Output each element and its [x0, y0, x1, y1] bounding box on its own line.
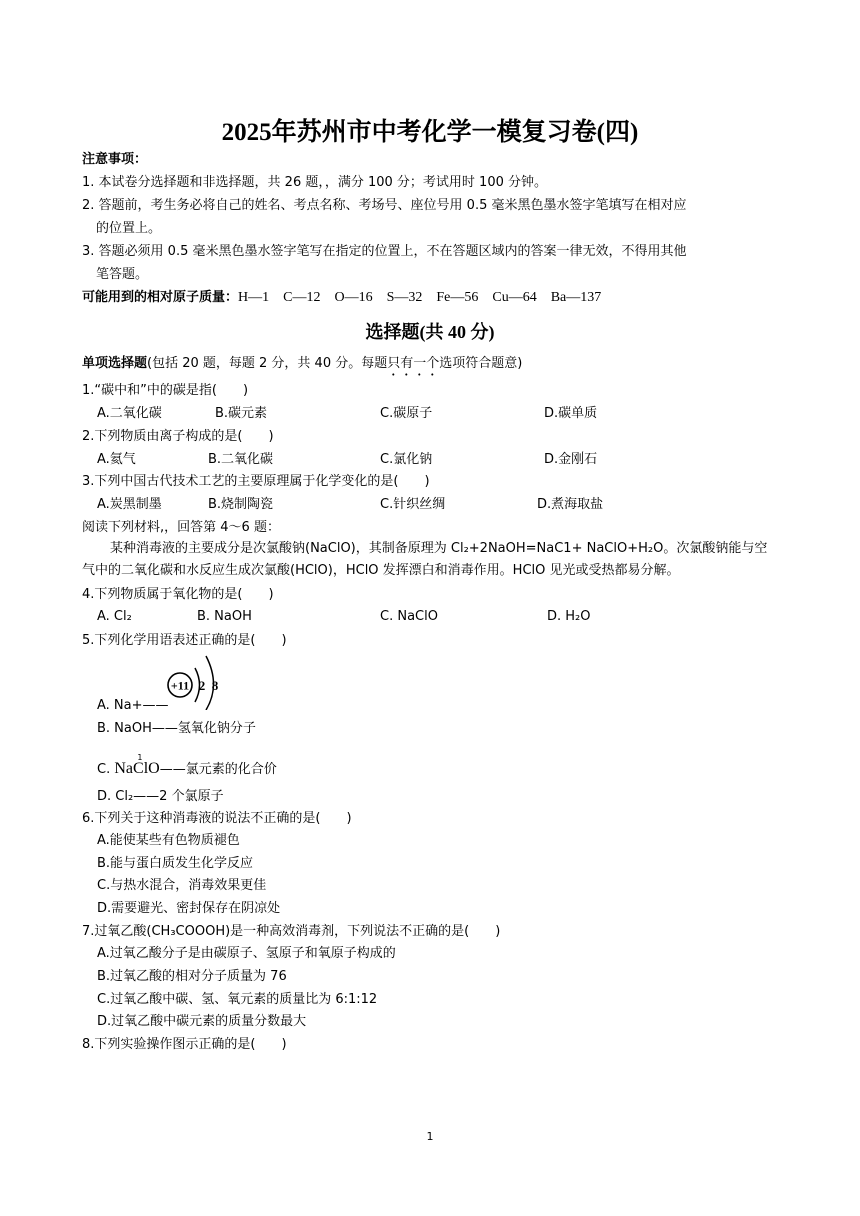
question-7-stem: 7.过氧乙酸(CH₃COOOH)是一种高效消毒剂，下列说法不正确的是( ): [82, 924, 501, 939]
question-6-option-c: C.与热水混合，消毒效果更佳: [97, 878, 267, 893]
question-4-stem: 4.下列物质属于氧化物的是( ): [82, 587, 274, 602]
page-title: 2025年苏州市中考化学一模复习卷(四): [221, 119, 639, 146]
question-2-option-d: D.金刚石: [544, 452, 598, 467]
question-7-option-b: B.过氧乙酸的相对分子质量为 76: [97, 969, 287, 984]
instruction-bold: 单项选择题: [82, 356, 148, 371]
hypochlorite-formula: NaClO: [114, 760, 160, 777]
question-3-option-b: B.烧制陶瓷: [208, 497, 274, 512]
question-3-option-a: A.炭黑制墨: [97, 497, 162, 512]
question-5-stem: 5.下列化学用语表述正确的是( ): [82, 633, 287, 648]
notice-heading: 注意事项：: [82, 152, 148, 167]
question-1-option-c: C.碳原子: [380, 406, 433, 421]
instruction-tail: 选项符合题意): [439, 356, 523, 371]
question-5-option-d: D. Cl₂——2 个氯原子: [97, 789, 224, 804]
question-7-option-c: C.过氧乙酸中碳、氢、氧元素的质量比为 6:1:12: [97, 992, 378, 1007]
sodium-atom-structure-diagram: [162, 652, 224, 710]
question-7-option-d: D.过氧乙酸中碳元素的质量分数最大: [97, 1014, 307, 1029]
instruction-emphasis: 只有一个: [387, 356, 440, 371]
notice-item-3: 3. 答题必须用 0.5 毫米黑色墨水签字笔写在指定的位置上，不在答题区域内的答案一律无效，不得用其他: [82, 244, 687, 259]
instruction-text: (包括 20 题，每题 2 分，共 40 分。每题: [147, 356, 388, 371]
valence-mark: 1: [137, 753, 143, 762]
question-3-option-c: C.针织丝绸: [380, 497, 446, 512]
question-4-option-b: B. NaOH: [197, 609, 252, 624]
question-5-option-a: A. Na+——: [97, 698, 169, 713]
notice-item-2: 2. 答题前，考生务必将自己的姓名、考点名称、考场号、座位号用 0.5 毫米黑色墨水签字笔填写在相对应: [82, 198, 687, 213]
question-2-stem: 2.下列物质由离子构成的是( ): [82, 429, 274, 444]
question-3-stem: 3.下列中国古代技术工艺的主要原理属于化学变化的是( ): [82, 474, 430, 489]
question-6-option-b: B.能与蛋白质发生化学反应: [97, 856, 254, 871]
atomic-mass-values: H—1 C—12 O—16 S—32 Fe—56 Cu—64 Ba—137: [238, 290, 602, 305]
question-6-stem: 6.下列关于这种消毒液的说法不正确的是( ): [82, 811, 352, 826]
question-6-option-a: A.能使某些有色物质褪色: [97, 833, 240, 848]
question-2-option-c: C.氯化钠: [380, 452, 433, 467]
reading-intro: 阅读下列材料,，回答第 4～6 题：: [82, 520, 280, 535]
question-5-option-c-prefix: C.: [97, 762, 111, 777]
notice-item-1: 1. 本试卷分选择题和非选择题，共 26 题，，满分 100 分；考试用时 100 分钟。: [82, 175, 547, 190]
section-title: 选择题(共 40 分): [365, 322, 495, 342]
question-4-option-a: A. Cl₂: [97, 609, 132, 624]
question-1-option-a: A.二氧化碳: [97, 406, 162, 421]
question-5-option-c-text: ——氯元素的化合价: [159, 762, 277, 777]
atomic-mass-label: 可能用到的相对原子质量：: [82, 290, 239, 305]
question-6-option-d: D.需要避光、密封保存在阴凉处: [97, 901, 281, 916]
question-5-option-b: B. NaOH——氢氧化钠分子: [97, 721, 256, 736]
question-1-stem: 1.“碳中和”中的碳是指( ): [82, 383, 249, 398]
question-8-stem: 8.下列实验操作图示正确的是( ): [82, 1037, 287, 1052]
atomic-mass-line: [82, 289, 601, 307]
question-1-option-b: B.碳元素: [215, 406, 268, 421]
notice-item-2-cont: 的位置上。: [96, 221, 162, 236]
question-1-option-d: D.碳单质: [544, 406, 598, 421]
reading-paragraph: 某种消毒液的主要成分是次氯酸钠(NaClO)，其制备原理为 Cl₂+2NaOH=NaC1+ NaClO+H₂O。次氯酸钠能与空气中的二氧化碳和水反应生成次氯酸(HClO)，HClO 发挥漂白和消毒作用。HClO 见光或受热都易分解。: [82, 541, 768, 578]
question-5-option-c: [97, 753, 277, 779]
question-7-option-a: A.过氧乙酸分子是由碳原子、氢原子和氧原子构成的: [97, 946, 396, 961]
notice-item-3-cont: 笔答题。: [96, 267, 149, 282]
shell-2-electrons: 8: [211, 678, 219, 693]
instruction-line: [82, 355, 522, 379]
question-4-option-d: D. H₂O: [547, 609, 591, 624]
question-3-option-d: D.煮海取盐: [537, 497, 604, 512]
question-4-option-c: C. NaClO: [380, 609, 438, 624]
question-2-option-b: B.二氧化碳: [208, 452, 274, 467]
shell-1-electrons: 2: [198, 678, 206, 693]
question-2-option-a: A.氦气: [97, 452, 136, 467]
page-number: 1: [426, 1130, 434, 1143]
nucleus-charge: +11: [170, 678, 190, 693]
